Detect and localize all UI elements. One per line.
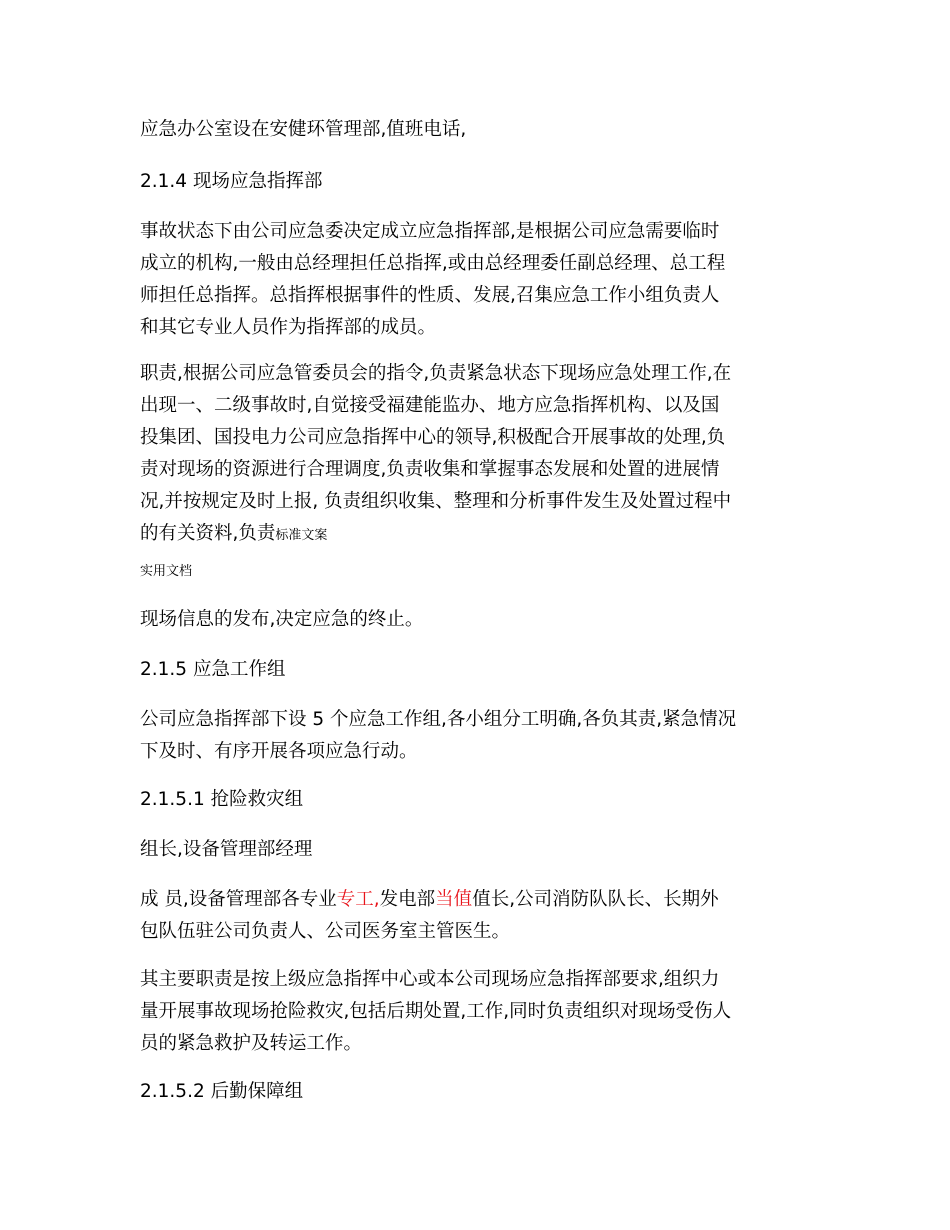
text-line: 成立的机构,一般由总经理担任总指挥,或由总经理委任副总经理、总工程	[140, 253, 726, 274]
text-line: 事故状态下由公司应急委决定成立应急指挥部,是根据公司应急需要临时	[140, 221, 720, 242]
highlight-text: 专工,	[336, 889, 380, 910]
text-line: 量开展事故现场抢险救灾,包括后期处置,工作,同时负责组织对现场受伤人	[140, 1001, 732, 1022]
text-line: 包队伍驻公司负责人、公司医务室主管医生。	[140, 921, 511, 942]
text-line: 下及时、有序开展各项应急行动。	[140, 741, 418, 762]
text-run: 的有关资料,负责	[140, 523, 276, 544]
heading-2-1-4: 2.1.4 现场应急指挥部	[140, 171, 323, 192]
paragraph-release-info: 现场信息的发布,决定应急的终止。	[140, 609, 424, 630]
text-line	[140, 884, 820, 916]
paragraph-command-post	[140, 216, 820, 344]
text-line: 其主要职责是按上级应急指挥中心或本公司现场应急指挥部要求,组织力	[140, 969, 720, 990]
text-line: 员的紧急救护及转运工作。	[140, 1033, 363, 1054]
footer-label: 标准文案	[275, 528, 328, 543]
text-line: 责对现场的资源进行合理调度,负责收集和掌握事态发展和处置的进展情	[140, 459, 720, 480]
text-line: 投集团、国投电力公司应急指挥中心的领导,积极配合开展事故的处理,负	[140, 427, 726, 448]
text-line: 职责,根据公司应急管委员会的指令,负责紧急状态下现场应急处理工作,在	[140, 363, 732, 384]
text-line: 出现一、二级事故时,自觉接受福建能监办、地方应急指挥机构、以及国	[140, 395, 720, 416]
text-line: 师担任总指挥。总指挥根据事件的性质、发展,召集应急工作小组负责人	[140, 285, 720, 306]
header-label: 实用文档	[140, 564, 193, 579]
paragraph-members	[140, 884, 820, 948]
highlight-text: 当值	[435, 889, 473, 910]
text-run: 成 员,设备管理部各专业	[140, 889, 337, 910]
text-line: 和其它专业人员作为指挥部的成员。	[140, 317, 437, 338]
heading-2-1-5-2: 2.1.5.2 后勤保障组	[140, 1081, 304, 1102]
heading-2-1-5: 2.1.5 应急工作组	[140, 659, 286, 680]
heading-2-1-5-1: 2.1.5.1 抢险救灾组	[140, 789, 304, 810]
text-run: 发电部	[379, 889, 436, 910]
paragraph-work-groups	[140, 704, 820, 768]
paragraph-duties	[140, 358, 820, 550]
text-line: 公司应急指挥部下设 5 个应急工作组,各小组分工明确,各负其责,紧急情况	[140, 709, 737, 730]
paragraph-group-leader: 组长,设备管理部经理	[140, 839, 313, 860]
paragraph-main-duties	[140, 964, 820, 1060]
text-line: 况,并按规定及时上报, 负责组织收集、整理和分析事件发生及处置过程中	[140, 491, 732, 512]
text-line	[140, 518, 820, 550]
paragraph-emergency-office: 应急办公室设在安健环管理部,值班电话,	[140, 119, 467, 140]
text-run: 值长,公司消防队队长、长期外	[472, 889, 719, 910]
